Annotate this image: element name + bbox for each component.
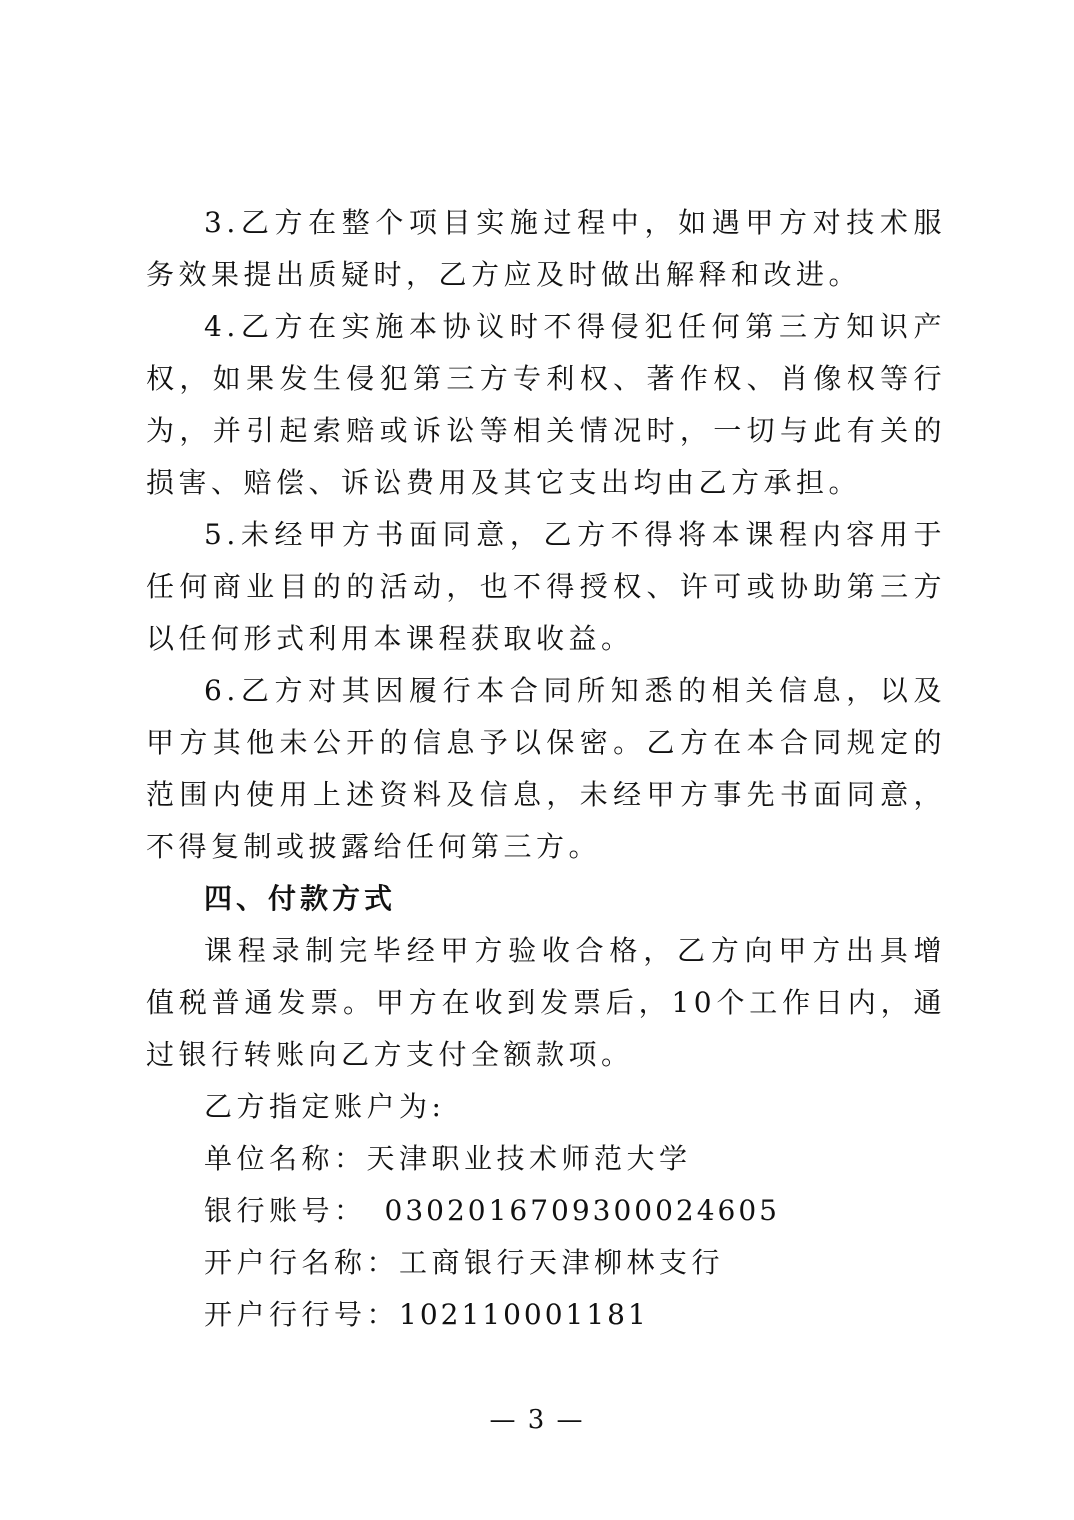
bank-account-row (146, 1185, 946, 1237)
section-heading-payment: 四、付款方式 (204, 882, 397, 915)
clause-6: 6.乙方对其因履行本合同所知悉的相关信息，以及甲方其他未公开的信息予以保密。乙方在本合同规定的范围内使用上述资料及信息，未经甲方事先书面同意，不得复制或披露给任何第三方。 (146, 674, 946, 863)
account-unit-label: 单位名称： (204, 1142, 367, 1175)
page-number: — 3 — (489, 1405, 585, 1435)
bank-code-label: 开户行行号： (204, 1298, 400, 1331)
account-unit-value: 天津职业技术师范大学 (366, 1142, 692, 1175)
account-intro: 乙方指定账户为: (204, 1090, 446, 1123)
account-unit-row (146, 1133, 946, 1185)
bank-name-row (146, 1237, 946, 1289)
bank-code-row (146, 1289, 946, 1341)
bank-account-label: 银行账号： (204, 1194, 367, 1227)
bank-code-value: 102110001181 (399, 1298, 649, 1331)
clause-4: 4.乙方在实施本协议时不得侵犯任何第三方知识产权，如果发生侵犯第三方专利权、著作权、肖像权等行为，并引起索赔或诉讼等相关情况时，一切与此有关的损害、赔偿、诉讼费用及其它支出均由乙方承担。 (146, 310, 946, 499)
clause-3: 3.乙方在整个项目实施过程中，如遇甲方对技术服务效果提出质疑时，乙方应及时做出解释和改进。 (146, 206, 946, 291)
clause-5: 5.未经甲方书面同意，乙方不得将本课程内容用于任何商业目的的活动，也不得授权、许可或协助第三方以任何形式利用本课程获取收益。 (146, 518, 946, 655)
bank-name-label: 开户行名称： (204, 1246, 400, 1279)
payment-paragraph: 课程录制完毕经甲方验收合格，乙方向甲方出具增值税普通发票。甲方在收到发票后，10个工作日内，通过银行转账向乙方支付全额款项。 (146, 934, 946, 1071)
bank-account-value: 0302016709300024605 (384, 1194, 780, 1227)
document-body (146, 197, 946, 1341)
bank-name-value: 工商银行天津柳林支行 (399, 1246, 725, 1279)
